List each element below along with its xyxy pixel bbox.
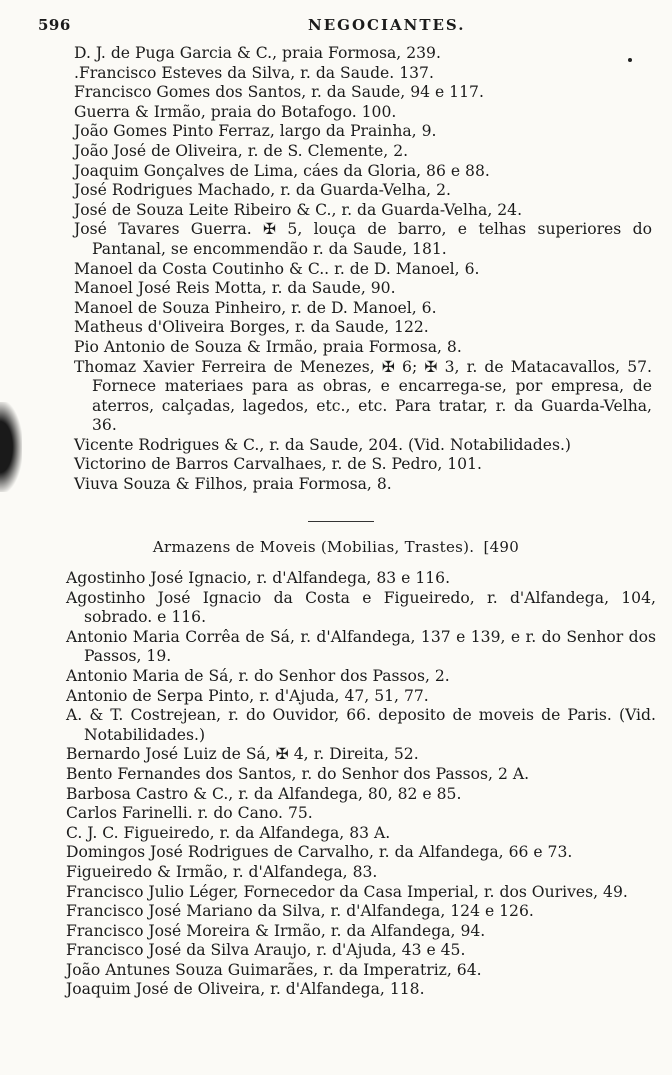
directory-entry: Figueiredo & Irmão, r. d'Alfandega, 83. bbox=[66, 862, 378, 881]
directory-entry: Manoel da Costa Coutinho & C.. r. de D. Manoel, 6. bbox=[74, 259, 480, 278]
directory-entry: C. J. C. Figueiredo, r. da Alfandega, 83 A. bbox=[66, 823, 391, 842]
directory-entry: Manoel de Souza Pinheiro, r. de D. Manoel, 6. bbox=[74, 298, 437, 317]
directory-entry: Victorino de Barros Carvalhaes, r. de S. Pedro, 101. bbox=[74, 455, 482, 474]
directory-entry: João José de Oliveira, r. de S. Clemente, 2. bbox=[74, 141, 409, 160]
directory-entry: Francisco José Moreira & Irmão, r. da Alfandega, 94. bbox=[66, 921, 486, 940]
directory-entry: Joaquim José de Oliveira, r. d'Alfandega, 118. bbox=[66, 980, 425, 999]
directory-entry: .Francisco Esteves da Silva, r. da Saude. 137. bbox=[74, 63, 434, 82]
directory-entry: Antonio Maria de Sá, r. do Senhor dos Passos, 2. bbox=[66, 666, 450, 685]
ink-blot-mark bbox=[0, 402, 22, 492]
directory-entry: Bernardo José Luiz de Sá, ✠ 4, r. Direita, 52. bbox=[66, 745, 419, 764]
directory-entry: A. & T. Costrejean, r. do Ouvidor, 66. deposito de moveis de Paris. (Vid. Notabilidades.) bbox=[66, 706, 656, 744]
directory-entry: Francisco José Mariano da Silva, r. d'Alfandega, 124 e 126. bbox=[66, 902, 534, 921]
directory-entry: Bento Fernandes dos Santos, r. do Senhor dos Passos, 2 A. bbox=[66, 764, 530, 783]
directory-entry: Pio Antonio de Souza & Irmão, praia Formosa, 8. bbox=[74, 337, 462, 356]
directory-entry: José Tavares Guerra. ✠ 5, louça de barro, e telhas superiores do Pantanal, se encommendão r. da Saude, 181. bbox=[74, 220, 652, 258]
directory-entry: Antonio de Serpa Pinto, r. d'Ajuda, 47, 51, 77. bbox=[66, 686, 429, 705]
directory-entry: Manoel José Reis Motta, r. da Saude, 90. bbox=[74, 279, 396, 298]
directory-entry: Agostinho José Ignacio da Costa e Figueiredo, r. d'Alfandega, 104, sobrado. e 116. bbox=[66, 588, 656, 627]
directory-entry: Carlos Farinelli. r. do Cano. 75. bbox=[66, 804, 313, 823]
directory-entry: João Gomes Pinto Ferraz, largo da Prainha, 9. bbox=[74, 122, 437, 141]
directory-entry: Matheus d'Oliveira Borges, r. da Saude, 122. bbox=[74, 318, 429, 337]
entries-bottom-list bbox=[66, 569, 656, 1000]
running-title: NEGOCIANTES. bbox=[308, 16, 466, 34]
directory-entry: D. J. de Puga Garcia & C., praia Formosa, 239. bbox=[74, 44, 441, 62]
section-divider bbox=[308, 521, 374, 522]
page-number: 596 bbox=[38, 16, 71, 34]
directory-entry: Vicente Rodrigues & C., r. da Saude, 204. (Vid. Notabilidades.) bbox=[74, 435, 572, 454]
directory-entry: Antonio Maria Corrêa de Sá, r. d'Alfandega, 137 e 139, e r. do Senhor dos Passos, 19. bbox=[66, 627, 656, 666]
directory-entry: Francisco José da Silva Araujo, r. d'Ajuda, 43 e 45. bbox=[66, 941, 466, 960]
directory-entry: Francisco Julio Léger, Fornecedor da Casa Imperial, r. dos Ourives, 49. bbox=[66, 882, 628, 901]
page-header bbox=[38, 14, 638, 36]
directory-entry: Francisco Gomes dos Santos, r. da Saude, 94 e 117. bbox=[74, 83, 484, 102]
section-heading bbox=[0, 538, 672, 556]
entries-top-list bbox=[62, 44, 652, 495]
directory-entry: Thomaz Xavier Ferreira de Menezes, ✠ 6; ✠ 3, r. de Matacavallos, 57. Fornece materiaes para as obras, e encarrega-se, por empresa, de aterros, calçadas, lagedos, etc., etc. Para tratar, r. da Guarda-Velha, 36. bbox=[74, 357, 652, 435]
section-number: [490 bbox=[483, 538, 520, 556]
directory-entry: Agostinho José Ignacio, r. d'Alfandega, 83 e 116. bbox=[66, 569, 451, 587]
directory-entry: José Rodrigues Machado, r. da Guarda-Velha, 2. bbox=[74, 181, 451, 200]
directory-entry: Viuva Souza & Filhos, praia Formosa, 8. bbox=[74, 475, 392, 494]
directory-entry: Domingos José Rodrigues de Carvalho, r. da Alfandega, 66 e 73. bbox=[66, 843, 573, 862]
directory-entry: Barbosa Castro & C., r. da Alfandega, 80, 82 e 85. bbox=[66, 784, 462, 803]
directory-entry: João Antunes Souza Guimarães, r. da Imperatriz, 64. bbox=[66, 960, 482, 979]
section-title: Armazens de Moveis (Mobilias, Trastes). bbox=[152, 538, 475, 556]
directory-entry: José de Souza Leite Ribeiro & C., r. da Guarda-Velha, 24. bbox=[74, 200, 523, 219]
directory-entry: Joaquim Gonçalves de Lima, cáes da Gloria, 86 e 88. bbox=[74, 161, 490, 180]
directory-entry: Guerra & Irmão, praia do Botafogo. 100. bbox=[74, 102, 397, 121]
